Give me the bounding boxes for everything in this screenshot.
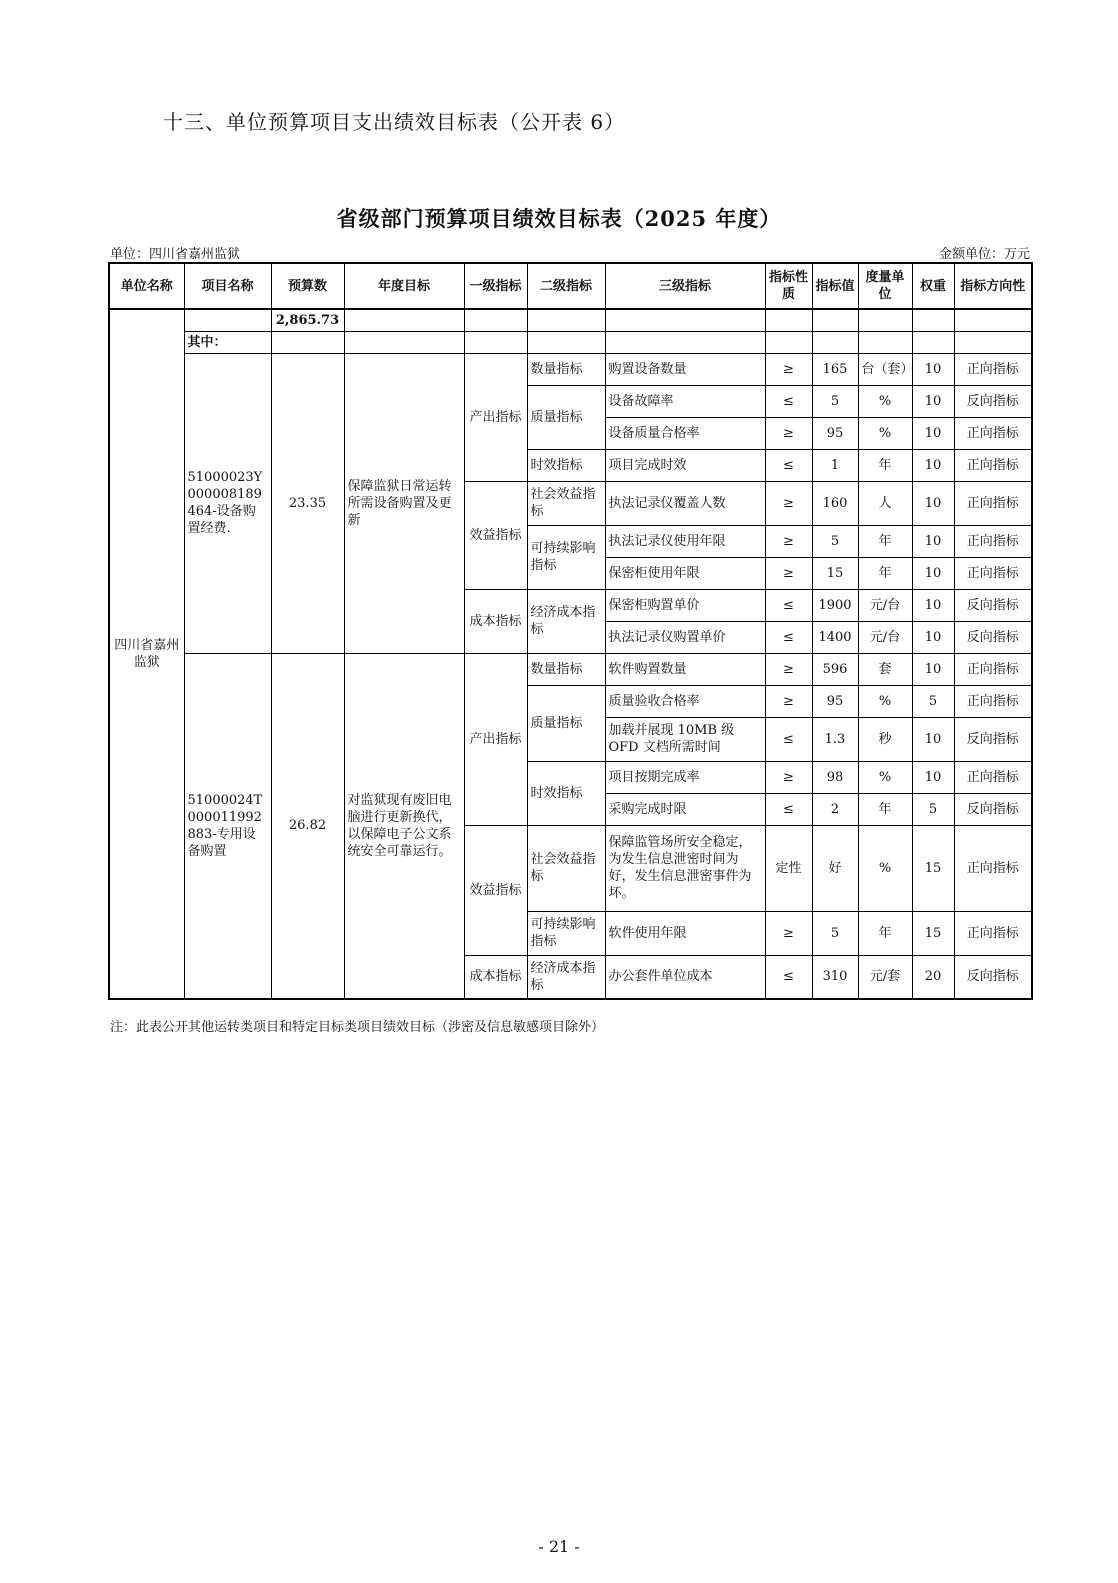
measure-unit: % [858,685,912,717]
indicator-value: 95 [812,685,858,717]
level1-indicator: 效益指标 [464,481,527,589]
level3-indicator: 保密柜使用年限 [605,557,765,589]
weight: 10 [912,449,954,481]
header-cell: 一级指标 [464,263,527,309]
project-goal: 对监狱现有废旧电脑进行更新换代，以保障电子公文系统安全可靠运行。 [344,653,464,999]
level3-indicator: 办公套件单位成本 [605,955,765,999]
weight: 10 [912,481,954,525]
indicator-value: 95 [812,417,858,449]
indicator-nature: ≤ [765,589,812,621]
indicator-value: 1400 [812,621,858,653]
table-row [109,653,1032,685]
direction: 反向指标 [954,717,1032,761]
weight: 5 [912,793,954,825]
level1-indicator: 产出指标 [464,653,527,825]
indicator-nature: ≥ [765,481,812,525]
weight: 10 [912,621,954,653]
header-cell: 单位名称 [109,263,184,309]
weight: 10 [912,653,954,685]
weight: 10 [912,525,954,557]
measure-unit: % [858,761,912,793]
weight: 10 [912,589,954,621]
measure-unit: 人 [858,481,912,525]
total-budget: 2,865.73 [271,309,344,331]
measure-unit: 年 [858,557,912,589]
indicator-value: 好 [812,825,858,911]
indicator-nature: ≥ [765,417,812,449]
indicator-nature: ≥ [765,525,812,557]
direction: 反向指标 [954,385,1032,417]
level3-indicator: 购置设备数量 [605,353,765,385]
indicator-nature: ≥ [765,557,812,589]
level1-indicator: 效益指标 [464,825,527,955]
level3-indicator: 设备故障率 [605,385,765,417]
weight: 5 [912,685,954,717]
project-name: 51000024T000011992883-专用设备购置 [184,653,271,999]
measure-unit: 元/套 [858,955,912,999]
indicator-nature: ≥ [765,685,812,717]
indicator-nature: ≥ [765,911,812,955]
table-title: 省级部门预算项目绩效目标表（2025 年度） [336,206,782,231]
weight: 10 [912,417,954,449]
measure-unit: 元/台 [858,589,912,621]
indicator-value: 5 [812,385,858,417]
measure-unit: 年 [858,911,912,955]
project-budget: 26.82 [271,653,344,999]
indicator-value: 160 [812,481,858,525]
of-which-label: 其中： [184,331,271,353]
table-header-row [109,263,1032,309]
indicator-nature: ≤ [765,793,812,825]
level1-indicator: 成本指标 [464,955,527,999]
weight: 10 [912,557,954,589]
level2-indicator: 经济成本指标 [527,955,605,999]
measure-unit: 台（套） [858,353,912,385]
level1-indicator: 成本指标 [464,589,527,653]
header-cell: 权重 [912,263,954,309]
indicator-value: 5 [812,525,858,557]
level3-indicator: 质量验收合格率 [605,685,765,717]
level3-indicator: 执法记录仪覆盖人数 [605,481,765,525]
measure-unit: 套 [858,653,912,685]
header-cell: 项目名称 [184,263,271,309]
indicator-nature: ≥ [765,761,812,793]
weight: 10 [912,353,954,385]
level2-indicator: 可持续影响指标 [527,525,605,589]
indicator-nature: ≤ [765,621,812,653]
level3-indicator: 保障监管场所安全稳定，为发生信息泄密时间为好，发生信息泄密事件为坏。 [605,825,765,911]
direction: 正向指标 [954,353,1032,385]
measure-unit: 年 [858,525,912,557]
measure-unit: 元/台 [858,621,912,653]
indicator-nature: 定性 [765,825,812,911]
amount-unit: 金额单位：万元 [938,247,1030,262]
indicator-value: 2 [812,793,858,825]
direction: 正向指标 [954,417,1032,449]
header-cell: 指标性质 [765,263,812,309]
indicator-value: 1 [812,449,858,481]
measure-unit: 年 [858,793,912,825]
level2-indicator: 时效指标 [527,449,605,481]
indicator-nature: ≤ [765,385,812,417]
indicator-value: 1.3 [812,717,858,761]
indicator-value: 98 [812,761,858,793]
indicator-value: 165 [812,353,858,385]
table-row [109,331,1032,353]
direction: 正向指标 [954,481,1032,525]
measure-unit: 年 [858,449,912,481]
level2-indicator: 数量指标 [527,653,605,685]
indicator-nature: ≤ [765,717,812,761]
level3-indicator: 软件购置数量 [605,653,765,685]
project-goal: 保障监狱日常运转所需设备购置及更新 [344,353,464,653]
weight: 20 [912,955,954,999]
indicator-nature: ≤ [765,955,812,999]
level2-indicator: 时效指标 [527,761,605,825]
direction: 反向指标 [954,589,1032,621]
level2-indicator: 质量指标 [527,685,605,761]
indicator-nature: ≥ [765,353,812,385]
header-cell: 指标值 [812,263,858,309]
unit-label: 单位：四川省嘉州监狱 [110,247,241,262]
direction: 正向指标 [954,685,1032,717]
measure-unit: % [858,825,912,911]
header-cell: 预算数 [271,263,344,309]
measure-unit: 秒 [858,717,912,761]
weight: 15 [912,911,954,955]
level3-indicator: 加载并展现 10MB 级 OFD 文档所需时间 [605,717,765,761]
section-heading: 十三、单位预算项目支出绩效目标表（公开表 6） [163,110,626,134]
direction: 正向指标 [954,653,1032,685]
level2-indicator: 社会效益指标 [527,481,605,525]
level3-indicator: 执法记录仪购置单价 [605,621,765,653]
indicator-value: 15 [812,557,858,589]
level3-indicator: 采购完成时限 [605,793,765,825]
indicator-nature: ≤ [765,449,812,481]
level3-indicator: 项目完成时效 [605,449,765,481]
level1-indicator: 产出指标 [464,353,527,481]
level3-indicator: 设备质量合格率 [605,417,765,449]
level2-indicator: 经济成本指标 [527,589,605,653]
level3-indicator: 执法记录仪使用年限 [605,525,765,557]
indicator-nature: ≥ [765,653,812,685]
direction: 正向指标 [954,825,1032,911]
indicator-value: 5 [812,911,858,955]
level3-indicator: 项目按期完成率 [605,761,765,793]
direction: 反向指标 [954,793,1032,825]
weight: 10 [912,385,954,417]
header-cell: 二级指标 [527,263,605,309]
direction: 正向指标 [954,525,1032,557]
project-budget: 23.35 [271,353,344,653]
table-row [109,353,1032,385]
direction: 正向指标 [954,449,1032,481]
level2-indicator: 社会效益指标 [527,825,605,911]
direction: 反向指标 [954,955,1032,999]
unit-name-cell: 四川省嘉州监狱 [109,309,184,999]
level3-indicator: 软件使用年限 [605,911,765,955]
level2-indicator: 质量指标 [527,385,605,449]
indicator-value: 310 [812,955,858,999]
header-cell: 度量单位 [858,263,912,309]
direction: 正向指标 [954,761,1032,793]
level3-indicator: 保密柜购置单价 [605,589,765,621]
direction: 正向指标 [954,557,1032,589]
indicator-value: 1900 [812,589,858,621]
direction: 反向指标 [954,621,1032,653]
weight: 15 [912,825,954,911]
direction: 正向指标 [954,911,1032,955]
measure-unit: % [858,417,912,449]
project-name: 51000023Y000008189464-设备购置经费. [184,353,271,653]
table-row [109,309,1032,331]
page-number: - 21 - [538,1537,580,1556]
measure-unit: % [858,385,912,417]
indicator-value: 596 [812,653,858,685]
level2-indicator: 可持续影响指标 [527,911,605,955]
header-cell: 指标方向性 [954,263,1032,309]
weight: 10 [912,761,954,793]
weight: 10 [912,717,954,761]
header-cell: 三级指标 [605,263,765,309]
performance-target-table [108,262,1033,1000]
level2-indicator: 数量指标 [527,353,605,385]
footnote: 注：此表公开其他运转类项目和特定目标类项目绩效目标（涉密及信息敏感项目除外） [110,1020,605,1035]
header-cell: 年度目标 [344,263,464,309]
